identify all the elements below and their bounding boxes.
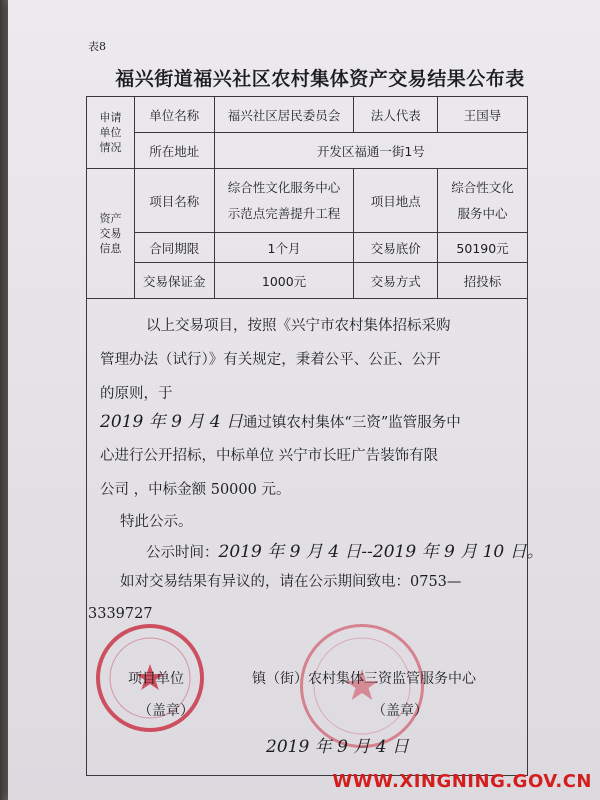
body-line-4 (100, 412, 520, 433)
asset-info-table (86, 96, 528, 299)
table-row (87, 133, 528, 169)
body-line-2: 管理办法（试行）》有关规定，秉着公平、公正、公开 (100, 352, 441, 368)
table-row (87, 233, 528, 263)
deposit-label: 交易保证金 (134, 263, 214, 299)
table-number: 表8 (88, 40, 106, 53)
contract-term-value: 1个月 (214, 233, 354, 263)
notice-period (146, 542, 566, 563)
project-location-value (438, 169, 528, 233)
document-title: 福兴街道福兴社区农村集体资产交易结果公布表 (115, 68, 525, 90)
supervision-center-seal-note: （盖章） (372, 703, 428, 719)
project-name-line: 综合性文化服务中心 (227, 179, 341, 195)
table-row (87, 263, 528, 299)
body-line-1: 以上交易项目，按照《兴宁市农村集体招标采购 (146, 318, 451, 334)
supervision-center-label: 镇（街）农村集体三资监管服务中心 (252, 671, 476, 687)
reserve-price-value: 50190元 (438, 233, 528, 263)
project-name-value (214, 169, 354, 233)
handwritten-date: 2019 年 9 月 4 日 (100, 412, 243, 432)
address-label: 所在地址 (134, 133, 214, 169)
project-unit-seal-note: （盖章） (138, 703, 194, 719)
unit-name-value: 福兴社区居民委员会 (214, 97, 354, 133)
legal-rep-label: 法人代表 (354, 97, 438, 133)
body-line-4-text: 通过镇农村集体“三资”监管服务中 (242, 415, 461, 431)
table-row (87, 97, 528, 133)
body-line-3: 的原则，于 (100, 386, 173, 402)
method-value: 招投标 (438, 263, 528, 299)
applicant-section-header: 申请单位情况 (87, 97, 135, 169)
signature-date: 2019 年 9 月 4 日 (266, 737, 409, 757)
phone-number-tail: 3339727 (88, 606, 153, 622)
address-value: 开发区福通一街1号 (214, 133, 527, 169)
unit-name-label: 单位名称 (134, 97, 214, 133)
method-label: 交易方式 (354, 263, 438, 299)
legal-rep-value: 王国导 (438, 97, 528, 133)
project-location-line: 综合性文化 (451, 179, 514, 195)
deposit-value: 1000元 (214, 263, 354, 299)
body-line-5: 心进行公开招标，中标单位 兴宁市长旺广告装饰有限 (100, 448, 439, 464)
body-line-7: 特此公示。 (120, 514, 193, 530)
body-line-6: 公司 ，中标金额 50000 元。 (100, 482, 291, 498)
project-name-line: 示范点完善提升工程 (227, 205, 341, 221)
contract-term-label: 合同期限 (134, 233, 214, 263)
project-location-line: 服务中心 (457, 205, 508, 221)
notice-period-value: 2019 年 9 月 4 日--2019 年 9 月 10 日。 (218, 542, 544, 562)
project-name-label: 项目名称 (134, 169, 214, 233)
project-location-label: 项目地点 (354, 169, 438, 233)
reserve-price-label: 交易底价 (354, 233, 438, 263)
notice-period-label: 公示时间： (146, 545, 219, 561)
site-watermark: WWW.XINGNING.GOV.CN (332, 771, 592, 792)
table-row (87, 169, 528, 233)
objection-contact-line: 如对交易结果有异议的，请在公示期间致电：0753— (120, 574, 462, 590)
asset-section-header: 资产交易信息 (87, 169, 135, 299)
project-unit-label: 项目单位 (128, 671, 184, 687)
